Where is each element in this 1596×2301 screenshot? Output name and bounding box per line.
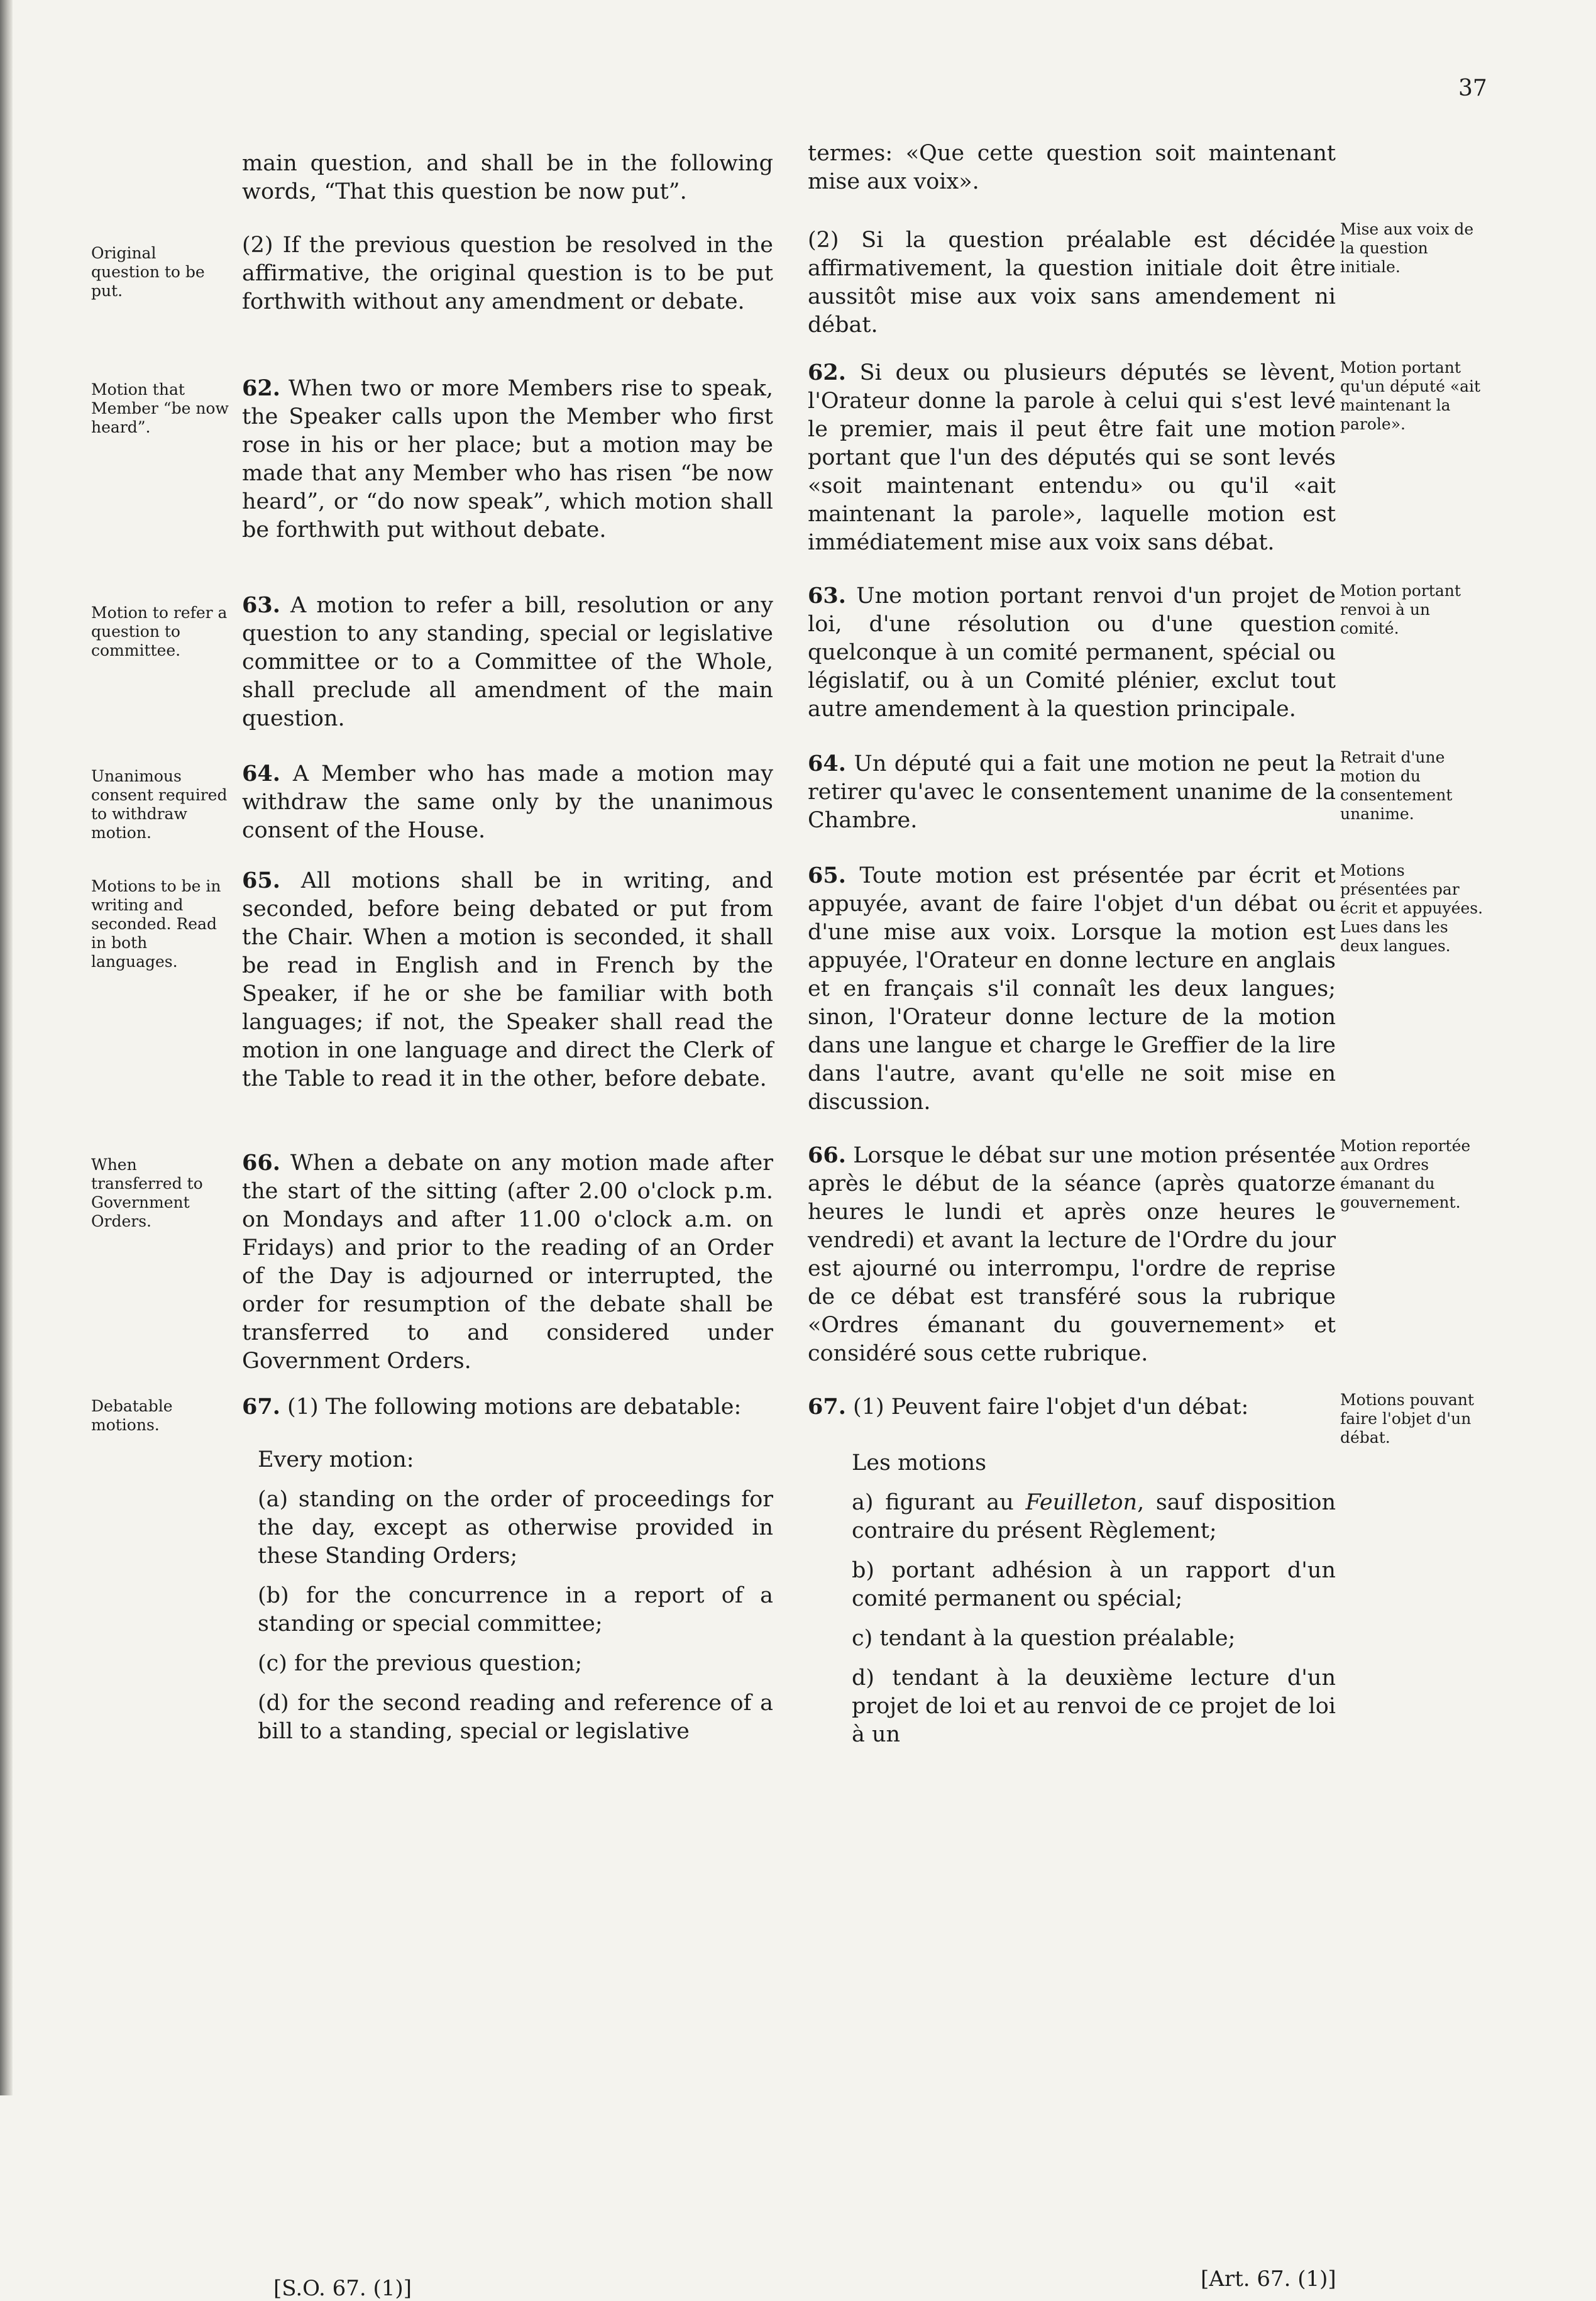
margin-note-right-1: Mise aux voix de la question initiale. bbox=[1340, 220, 1474, 276]
margin-note-left-5: Motions to be in writing and seconded. Read in both languages. bbox=[91, 877, 221, 971]
fr-s64 bbox=[808, 749, 1336, 835]
fr-s65-num: 65. bbox=[808, 863, 846, 888]
en-item-c-text: for the previous question; bbox=[294, 1651, 583, 1676]
margin-note-left-7: Debatable motions. bbox=[91, 1397, 173, 1434]
fr-s65 bbox=[808, 861, 1336, 1117]
en-s64-text: A Member who has made a motion may withdraw the same only by the unanimous consent of the House. bbox=[242, 761, 773, 843]
en-s63-text: A motion to refer a bill, resolution or any question to any standing, special or legislative committee or to a Committee of the Whole, shall preclude all amendment of the main question. bbox=[242, 593, 773, 731]
binding-shadow bbox=[0, 0, 13, 2095]
en-s66 bbox=[242, 1149, 773, 1376]
fr-s67-text: (1) Peuvent faire l'objet d'un débat: bbox=[853, 1394, 1249, 1420]
fr-s61-2: (2) Si la question préalable est décidée affirmativement, la question initiale doit être aussitôt mise aux voix sans amendement ni débat. bbox=[808, 228, 1336, 338]
fr-item-d-label: d) bbox=[852, 1665, 875, 1691]
en-item-a-label: (a) bbox=[258, 1487, 289, 1512]
fr-continuation: termes: «Que cette question soit maintenant mise aux voix». bbox=[808, 141, 1336, 194]
en-every-motion: Every motion: bbox=[258, 1447, 414, 1472]
en-s67-list bbox=[258, 1446, 773, 1746]
fr-item-a bbox=[852, 1489, 1336, 1545]
en-footer: [S.O. 67. (1)] bbox=[273, 2276, 412, 2301]
fr-item-b-text: portant adhésion à un rapport d'un comité permanent ou spécial; bbox=[852, 1558, 1336, 1611]
en-s61-2: (2) If the previous question be resolved in the affirmative, the original question is to be put forthwith without any amendment or debate. bbox=[242, 233, 773, 314]
en-s63 bbox=[242, 591, 773, 733]
en-item-a bbox=[258, 1486, 773, 1570]
fr-item-c-text: tendant à la question préalable; bbox=[879, 1626, 1236, 1651]
en-s63-num: 63. bbox=[242, 592, 280, 618]
fr-item-d bbox=[852, 1664, 1336, 1749]
margin-note-left-4: Unanimous consent required to withdraw motion. bbox=[91, 767, 228, 842]
fr-s64-text: Un député qui a fait une motion ne peut la retirer qu'avec le consentement unanime de la Chambre. bbox=[808, 751, 1336, 833]
fr-item-c-label: c) bbox=[852, 1626, 873, 1651]
fr-footer: [Art. 67. (1)] bbox=[1201, 2266, 1336, 2292]
en-s62-text: When two or more Members rise to speak, the Speaker calls upon the Member who first rose in his or her place; but a motion may be made that any Member who has risen “be now heard”, or “do now speak”, which motion shall be forthwith put without debate. bbox=[242, 376, 773, 543]
fr-s63-text: Une motion portant renvoi d'un projet de loi, d'une résolution ou d'une question quelconque à un comité permanent, spécial ou législatif, ou à un Comité plénier, exclut tout autre amendement à la question principale. bbox=[808, 583, 1336, 722]
fr-s63-num: 63. bbox=[808, 583, 846, 609]
fr-item-a-label: a) bbox=[852, 1490, 874, 1515]
fr-item-d-text: tendant à la deuxième lecture d'un projet de loi et au renvoi de ce projet de loi à un bbox=[852, 1665, 1336, 1747]
en-s67-num: 67. bbox=[242, 1394, 280, 1420]
margin-note-right-5: Motions présentées par écrit et appuyées. Lues dans les deux langues. bbox=[1340, 861, 1483, 955]
fr-s63 bbox=[808, 582, 1336, 724]
en-item-d bbox=[258, 1689, 773, 1746]
margin-note-right-3: Motion portant renvoi à un comité. bbox=[1340, 582, 1461, 637]
fr-item-b-label: b) bbox=[852, 1558, 875, 1583]
fr-s66-num: 66. bbox=[808, 1142, 846, 1168]
en-s65 bbox=[242, 866, 773, 1093]
margin-note-left-1: Original question to be put. bbox=[91, 244, 205, 300]
fr-les-motions: Les motions bbox=[852, 1450, 987, 1476]
margin-note-right-7: Motions pouvant faire l'objet d'un débat. bbox=[1340, 1391, 1474, 1447]
fr-s66-text: Lorsque le débat sur une motion présentée après le début de la séance (après quatorze heures le lundi et après onze heures le vendredi) et avant la lecture de l'Ordre du jour est ajourné ou interrompu, l'ordre de reprise de ce débat est transféré sous la rubrique «Ordres émanant du gouvernement» et considéré sous cette rubrique. bbox=[808, 1143, 1336, 1366]
fr-s64-num: 64. bbox=[808, 751, 846, 776]
fr-s62-num: 62. bbox=[808, 360, 846, 385]
en-s67-text: (1) The following motions are debatable: bbox=[287, 1394, 742, 1420]
fr-item-a-italic: Feuilleton bbox=[1025, 1490, 1138, 1515]
en-s64 bbox=[242, 759, 773, 845]
en-item-b-text: for the concurrence in a report of a standing or special committee; bbox=[258, 1583, 773, 1636]
fr-s67-list bbox=[852, 1449, 1336, 1749]
en-item-b-label: (b) bbox=[258, 1583, 289, 1608]
en-s66-text: When a debate on any motion made after the start of the sitting (after 2.00 o'clock p.m. on Mondays and after 11.00 o'clock a.m. on Fridays) and prior to the reading of an Order of the Day is adjourned or interrupted, the order for resumption of the debate shall be transferred to and considered under Government Orders. bbox=[242, 1150, 773, 1374]
en-s62 bbox=[242, 374, 773, 544]
fr-item-a-post: , sauf disposition contraire du présent Règlement; bbox=[852, 1490, 1336, 1543]
margin-note-right-2: Motion portant qu'un député «ait maintenant la parole». bbox=[1340, 358, 1481, 433]
fr-item-a-pre: figurant au bbox=[885, 1490, 1014, 1515]
en-s66-num: 66. bbox=[242, 1150, 280, 1176]
fr-s66 bbox=[808, 1141, 1336, 1368]
page-number: 37 bbox=[1458, 75, 1487, 101]
en-continuation: main question, and shall be in the following words, “That this question be now put”. bbox=[242, 151, 773, 204]
en-s65-text: All motions shall be in writing, and seconded, before being debated or put from the Chair. When a motion is seconded, it shall be read in English and in French by the Speaker, if he or she be familiar with both languages; if not, the Speaker shall read the motion in one language and direct the Clerk of the Table to read it in the other, before debate. bbox=[242, 868, 773, 1091]
fr-s67 bbox=[808, 1393, 1336, 1421]
margin-note-right-6: Motion reportée aux Ordres émanant du gouvernement. bbox=[1340, 1137, 1471, 1211]
margin-note-left-6: When transferred to Government Orders. bbox=[91, 1156, 203, 1230]
en-item-c-label: (c) bbox=[258, 1651, 287, 1676]
margin-note-right-4: Retrait d'une motion du consentement unanime. bbox=[1340, 748, 1453, 823]
en-item-c bbox=[258, 1650, 773, 1678]
en-item-b bbox=[258, 1582, 773, 1638]
en-s65-num: 65. bbox=[242, 868, 280, 893]
margin-note-left-3: Motion to refer a question to committee. bbox=[91, 604, 228, 659]
fr-item-b bbox=[852, 1557, 1336, 1613]
fr-s62 bbox=[808, 358, 1336, 557]
fr-s62-text: Si deux ou plusieurs députés se lèvent, l'Orateur donne la parole à celui qui s'est levé le premier, mais il peut être fait une motion portant que l'un des députés qui se sont levés «soit maintenant entendu» ou qu'il «ait maintenant la parole», laquelle motion est immédiatement mise aux voix sans débat. bbox=[808, 360, 1336, 555]
fr-s67-num: 67. bbox=[808, 1394, 846, 1420]
en-s62-num: 62. bbox=[242, 375, 280, 401]
en-item-d-text: for the second reading and reference of a bill to a standing, special or legislative bbox=[258, 1691, 773, 1744]
fr-s65-text: Toute motion est présentée par écrit et appuyée, avant de faire l'objet d'un débat ou d'une mise aux voix. Lorsque la motion est appuyée, l'Orateur en donne lecture en anglais et en français s'il connaît les deux langues; sinon, l'Orateur donne lecture de la motion dans une langue et charge le Greffier de la lire dans l'autre, avant qu'elle ne soit mise en discussion. bbox=[808, 863, 1336, 1115]
en-item-d-label: (d) bbox=[258, 1691, 289, 1716]
fr-item-c bbox=[852, 1625, 1336, 1653]
en-item-a-text: standing on the order of proceedings for the day, except as otherwise provided in these Standing Orders; bbox=[258, 1487, 773, 1569]
en-s64-num: 64. bbox=[242, 761, 280, 786]
margin-note-left-2: Motion that Member “be now heard”. bbox=[91, 380, 229, 436]
en-s67 bbox=[242, 1393, 773, 1421]
